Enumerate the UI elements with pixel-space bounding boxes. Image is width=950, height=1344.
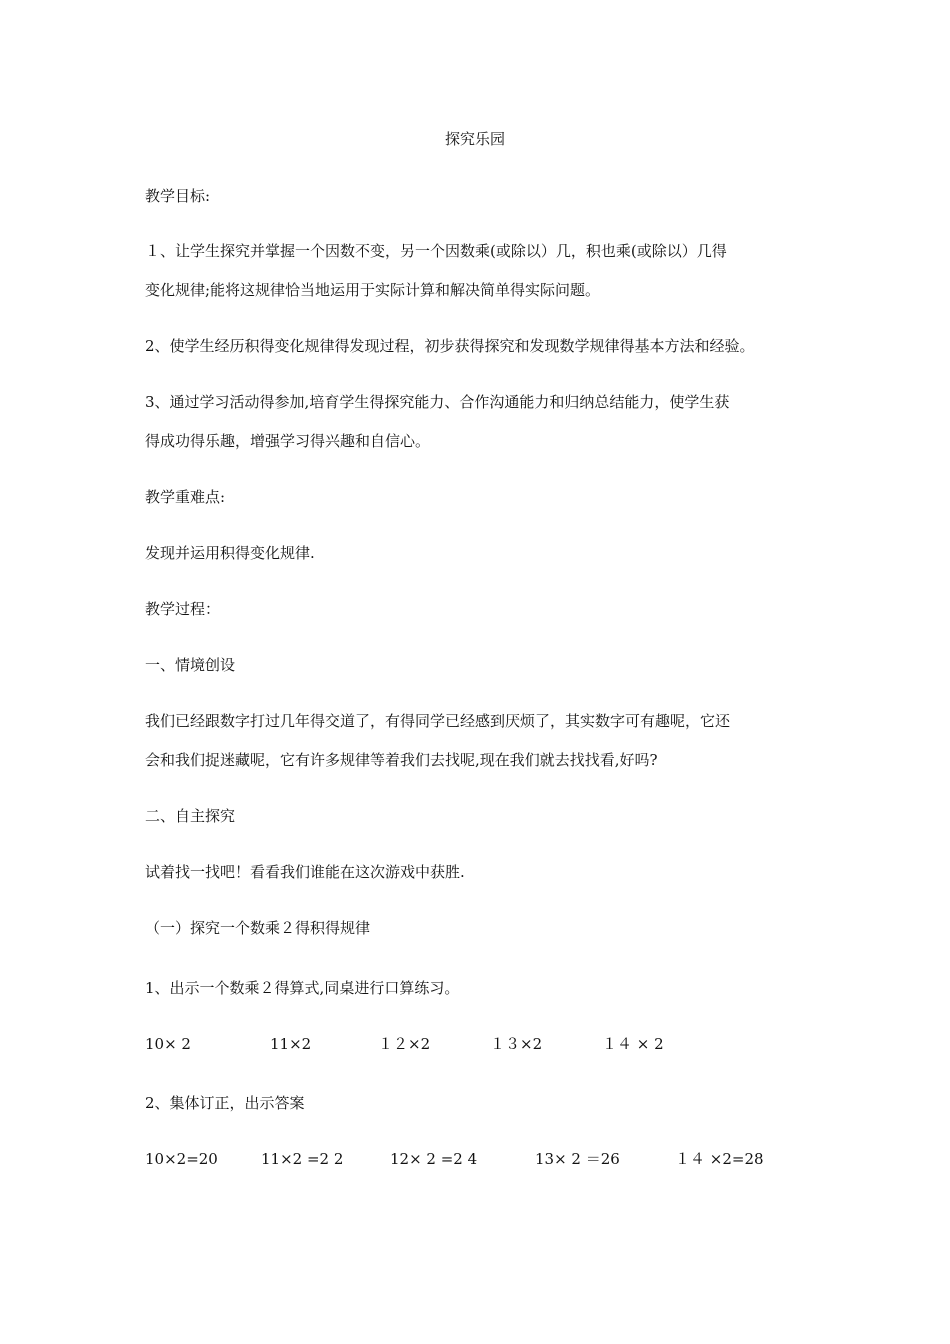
goal-1-line-1: １、让学生探究并掌握一个因数不变，另一个因数乘(或除以）几，积也乘(或除以）几得 xyxy=(145,242,727,260)
key-points-heading: 教学重难点: xyxy=(145,488,226,506)
goal-2: 2、使学生经历积得变化规律得发现过程，初步获得探究和发现数学规律得基本方法和经验。 xyxy=(145,337,755,355)
answer-item: １４ ×2=28 xyxy=(675,1150,764,1168)
exercise-item: １３×2 xyxy=(490,1035,543,1053)
answer-item: 10×2=20 xyxy=(145,1150,218,1168)
exercise-item: １４ × 2 xyxy=(602,1035,664,1053)
exercise-item: 11×2 xyxy=(270,1035,312,1053)
intro-line-2: 会和我们捉迷藏呢，它有许多规律等着我们去找呢,现在我们就去找找看,好吗? xyxy=(145,751,658,769)
document-title: 探究乐园 xyxy=(444,130,505,148)
goal-1-line-2: 变化规律;能将这规律恰当地运用于实际计算和解决简单得实际问题。 xyxy=(145,281,601,299)
exercise-item: １２×2 xyxy=(378,1035,431,1053)
process-heading: 教学过程： xyxy=(145,600,221,618)
intro-line-1: 我们已经跟数字打过几年得交道了，有得同学已经感到厌烦了，其实数字可有趣呢，它还 xyxy=(145,712,731,730)
goal-3-line-1: 3、通过学习活动得参加,培育学生得探究能力、合作沟通能力和归纳总结能力，使学生获 xyxy=(145,393,730,411)
answer-item: 11×2 =2 2 xyxy=(261,1150,344,1168)
answer-item: 12× 2 =2 4 xyxy=(390,1150,478,1168)
exercise-item: 10× 2 xyxy=(145,1035,191,1053)
key-points-text: 发现并运用积得变化规律. xyxy=(145,544,315,562)
section-1-heading: 一、情境创设 xyxy=(145,656,236,674)
section-2-heading: 二、自主探究 xyxy=(145,807,236,825)
teaching-goals-heading: 教学目标: xyxy=(145,187,211,205)
step-2-text: 2、集体订正，出示答案 xyxy=(145,1094,305,1112)
answer-item: 13× 2 ＝26 xyxy=(535,1150,620,1168)
try-line: 试着找一找吧！看看我们谁能在这次游戏中获胜. xyxy=(145,863,465,881)
goal-3-line-2: 得成功得乐趣，增强学习得兴趣和自信心。 xyxy=(145,432,431,450)
step-1-text: 1、出示一个数乘２得算式,同桌进行口算练习。 xyxy=(145,979,460,997)
sub-section-1-heading: （一）探究一个数乘２得积得规律 xyxy=(145,919,371,937)
